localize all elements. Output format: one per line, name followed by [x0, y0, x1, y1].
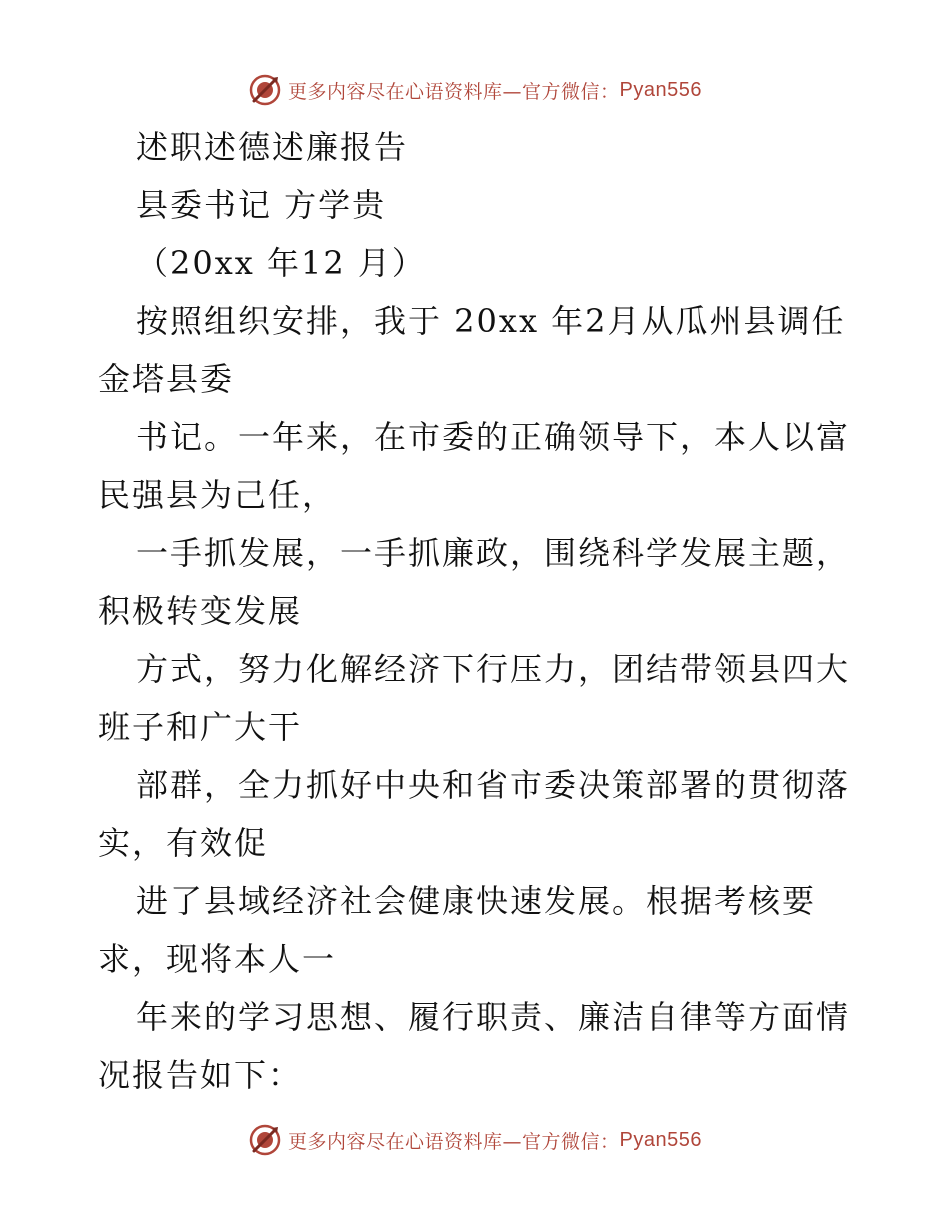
paragraph-line: 述职述德述廉报告 [136, 128, 409, 166]
paragraph-line: 方式，努力化解经济下行压力，团结带领县四大 [136, 650, 851, 688]
quill-seal-icon [248, 73, 282, 107]
header-banner [0, 68, 950, 112]
paragraph-line: 积极转变发展 [98, 592, 303, 630]
quill-seal-icon [248, 1123, 282, 1157]
paragraph-line: 况报告如下： [98, 1056, 303, 1094]
paragraph-line: 班子和广大干 [98, 708, 303, 746]
paragraph-line: 一手抓发展，一手抓廉政，围绕科学发展主题， [136, 534, 851, 572]
document-body [98, 118, 858, 1104]
footer-banner [0, 1118, 950, 1162]
paragraph-line: 实，有效促 [98, 824, 269, 862]
paragraph-line: 民强县为己任， [98, 476, 337, 514]
paragraph-line: 部群，全力抓好中央和省市委决策部署的贯彻落 [136, 766, 851, 804]
paragraph-line: 年来的学习思想、履行职责、廉洁自律等方面情 [136, 998, 851, 1036]
paragraph-line: 县委书记 方学贵 [136, 186, 387, 224]
banner-account: Pyan556 [619, 78, 702, 101]
paragraph-line: （20xx 年12 月） [136, 244, 426, 282]
paragraph-line: 求，现将本人一 [98, 940, 337, 978]
paragraph-line: 进了县域经济社会健康快速发展。根据考核要 [136, 882, 817, 920]
banner-account: Pyan556 [619, 1128, 702, 1151]
paragraph-line: 金塔县委 [98, 360, 235, 398]
paragraph-line: 按照组织安排，我于 20xx 年2月从瓜州县调任 [136, 302, 846, 340]
paragraph-line: 书记。一年来，在市委的正确领导下，本人以富 [136, 418, 851, 456]
banner-text: 更多内容尽在心语资料库—官方微信： [288, 1130, 620, 1153]
banner-text: 更多内容尽在心语资料库—官方微信： [288, 80, 620, 103]
